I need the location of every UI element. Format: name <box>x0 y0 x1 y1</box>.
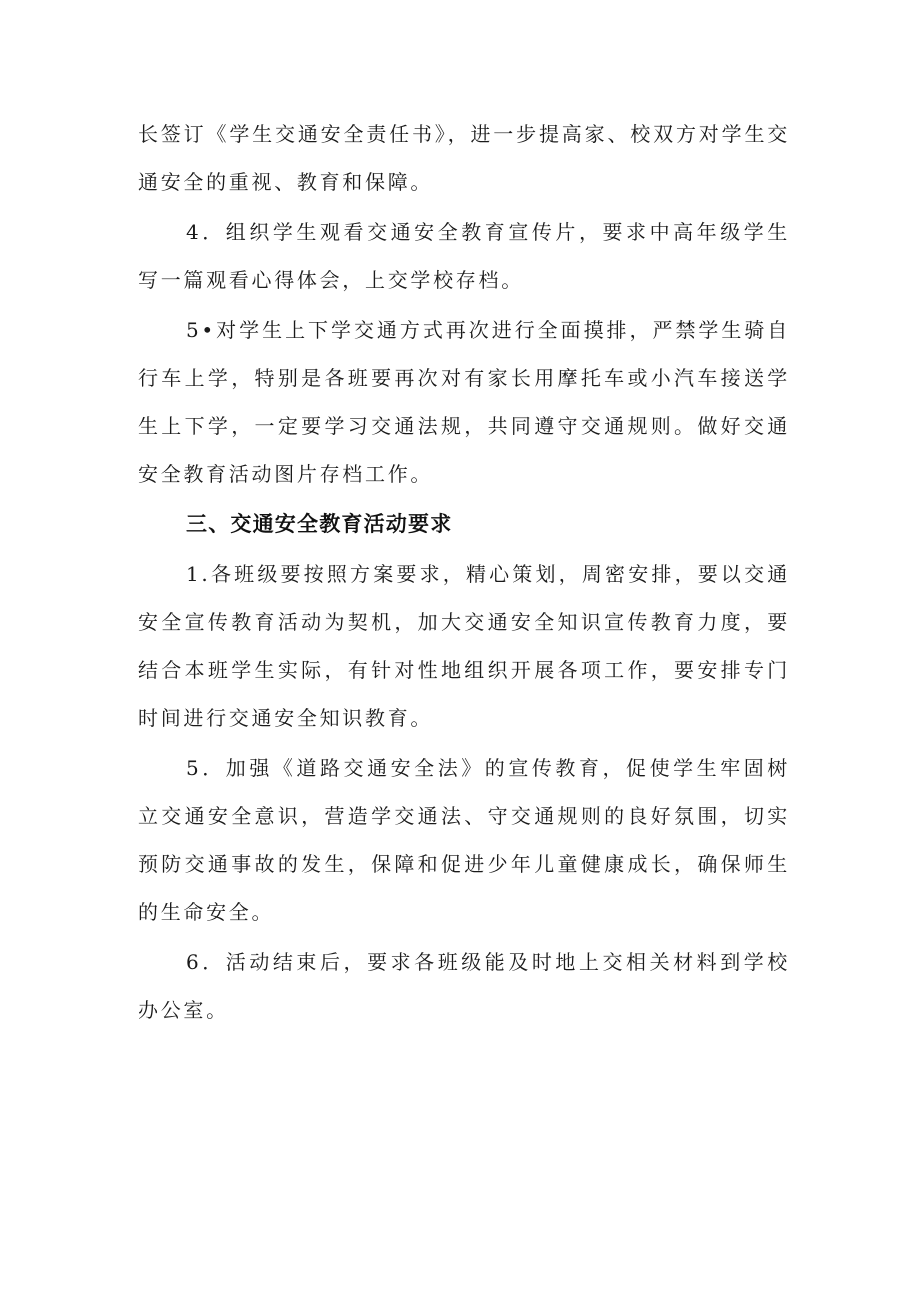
paragraph-responsibility-letter: 长签订《学生交通安全责任书》，进一步提高家、校双方对学生交通安全的重视、教育和保障。 <box>138 122 790 194</box>
paragraph-requirement-5-traffic-law: 5．加强《道路交通安全法》的宣传教育，促使学生牢固树立交通安全意识，营造学交通法、守交通规则的良好氛围，切实预防交通事故的发生，保障和促进少年儿童健康成长，确保师生的生命安全。 <box>138 756 790 924</box>
paragraph-item-5-commute-survey: 5•对学生上下学交通方式再次进行全面摸排，严禁学生骑自行车上学，特别是各班要再次对有家长用摩托车或小汽车接送学生上下学，一定要学习交通法规，共同遵守交通规则。做好交通安全教育活动图片存档工作。 <box>138 318 790 486</box>
document-body <box>138 110 790 1034</box>
section-heading-requirements: 三、交通安全教育活动要求 <box>186 512 453 536</box>
paragraph-requirement-1-class-planning: 1.各班级要按照方案要求，精心策划，周密安排，要以交通安全宣传教育活动为契机，加大交通安全知识宣传教育力度，要结合本班学生实际，有针对性地组织开展各项工作，要安排专门时间进行交通安全知识教育。 <box>138 562 790 730</box>
paragraph-item-4-safety-video: 4．组织学生观看交通安全教育宣传片，要求中高年级学生写一篇观看心得体会，上交学校存档。 <box>138 220 790 292</box>
paragraph-requirement-6-submit-materials: 6．活动结束后，要求各班级能及时地上交相关材料到学校办公室。 <box>138 950 790 1022</box>
